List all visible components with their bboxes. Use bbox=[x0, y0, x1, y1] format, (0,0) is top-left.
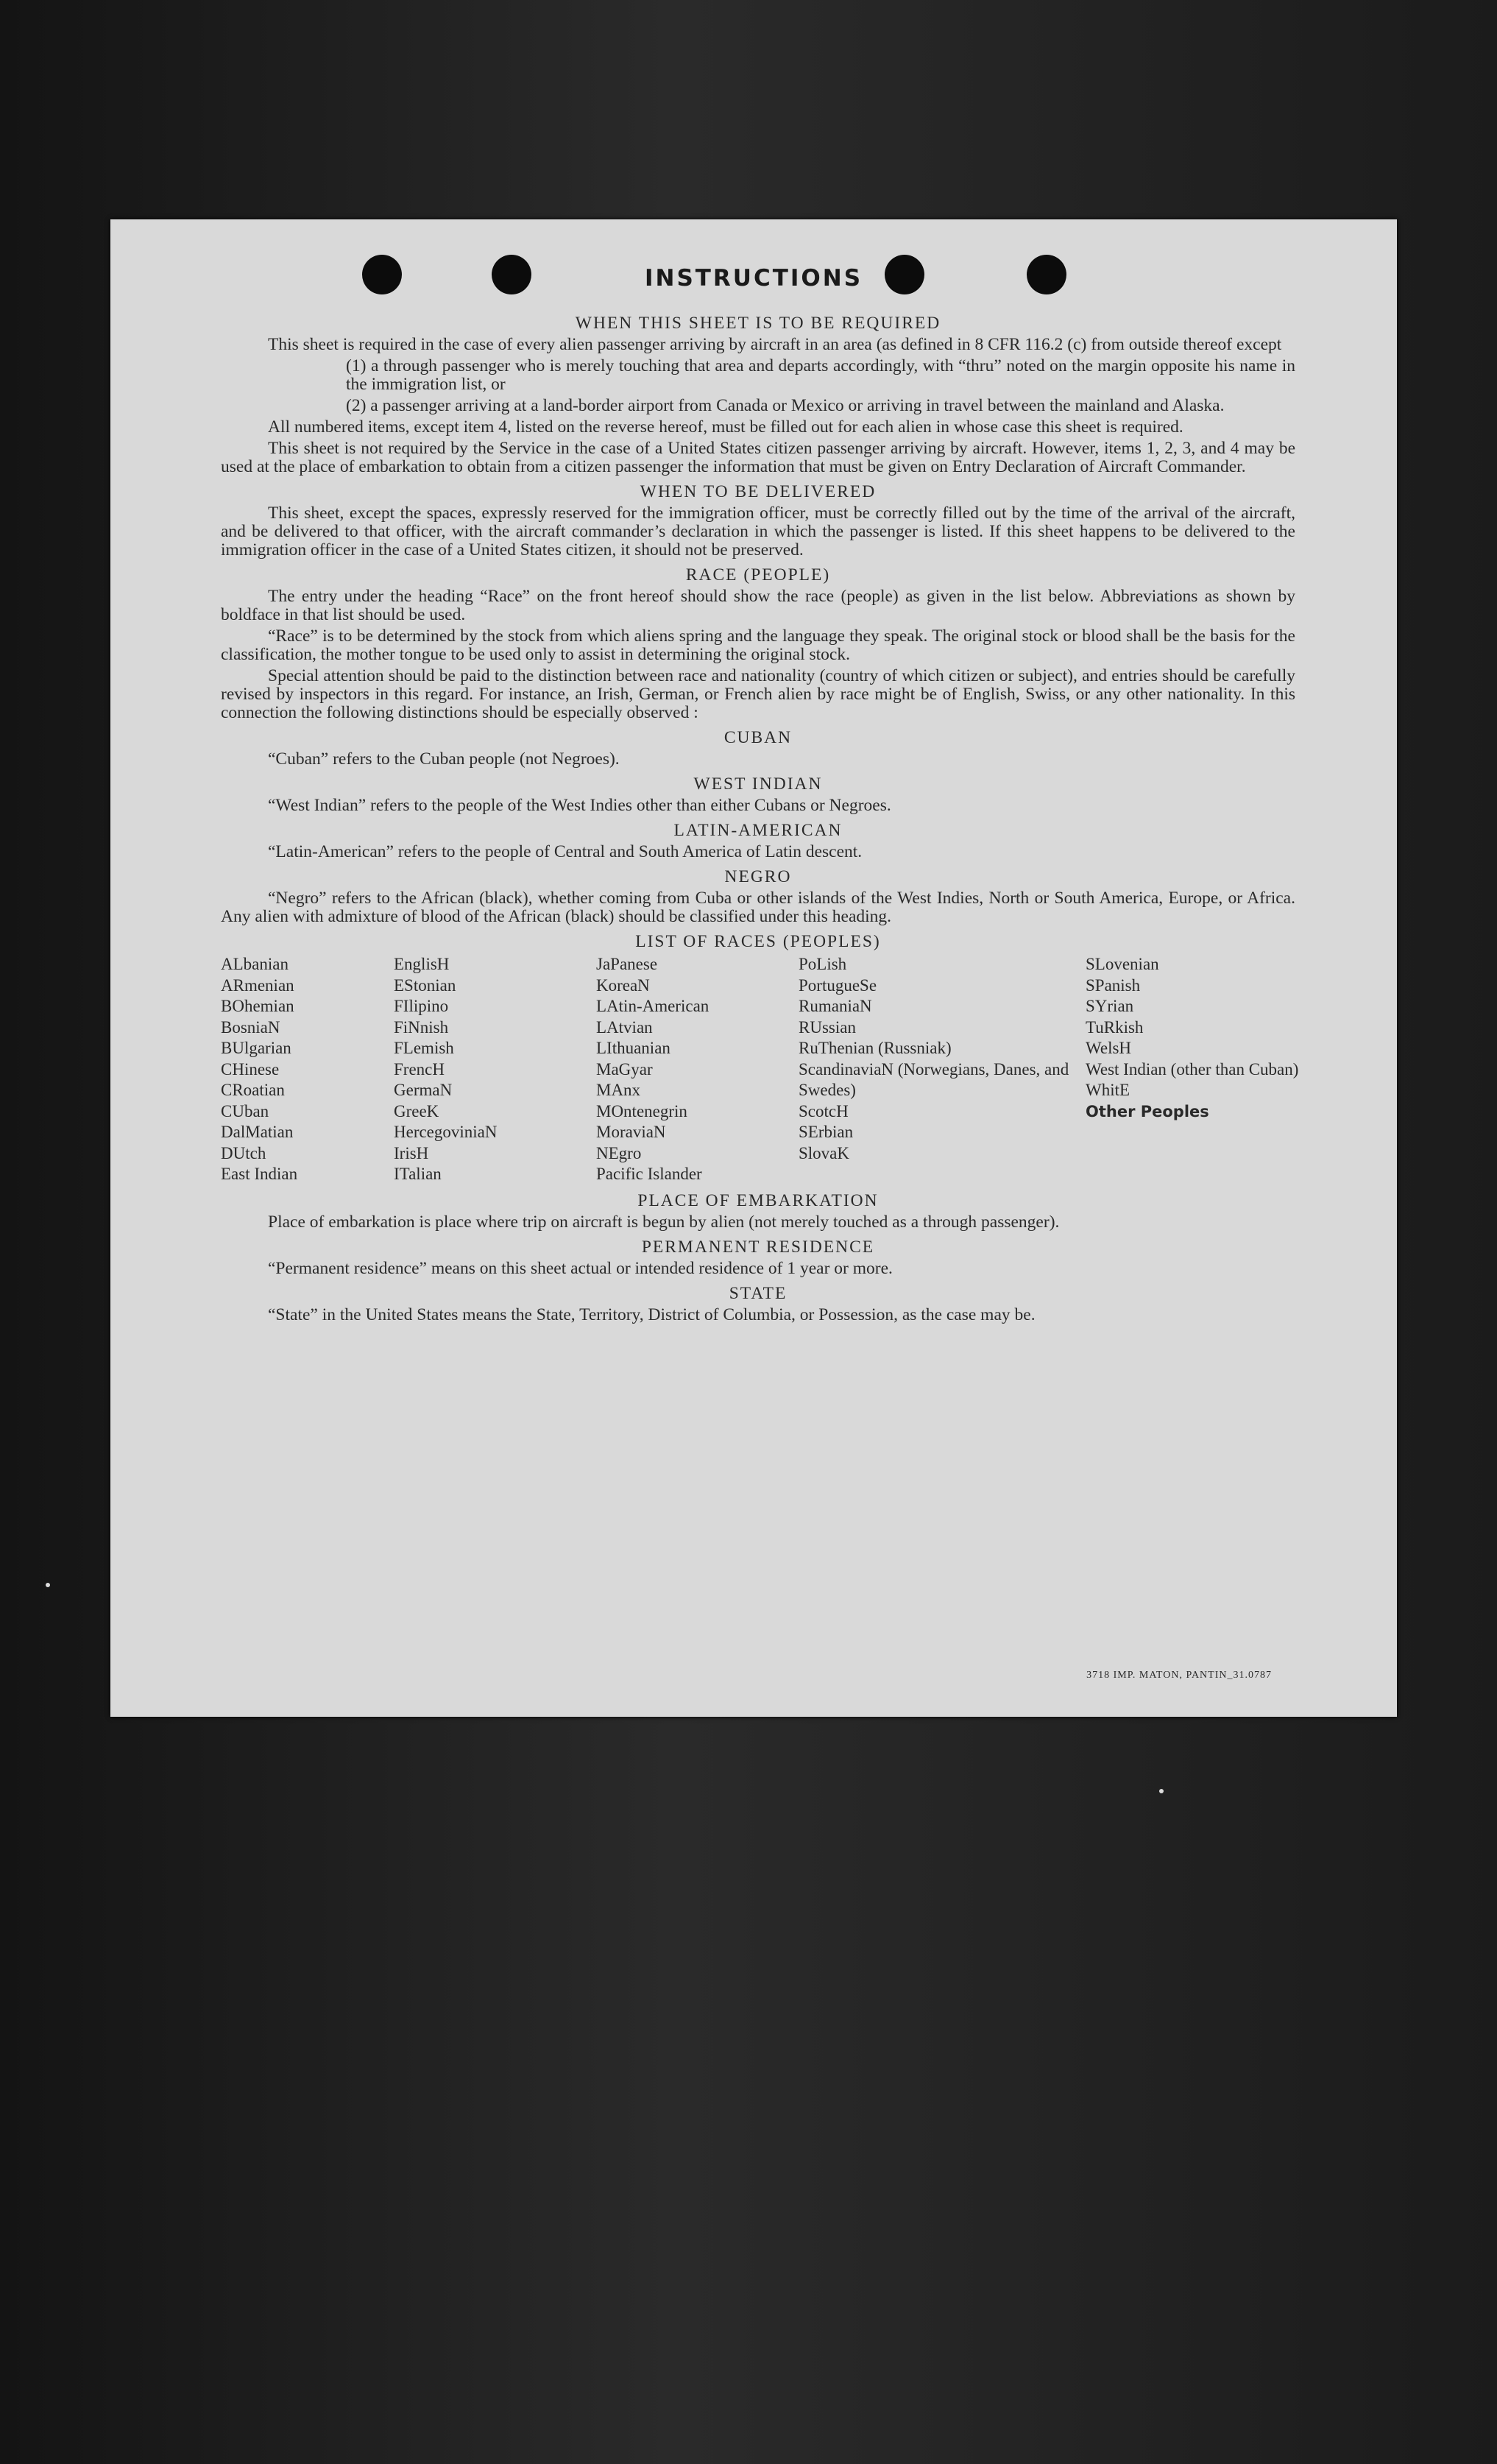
race-entry: TuRkish bbox=[1086, 1017, 1144, 1037]
race-entry: MaGyar bbox=[596, 1059, 653, 1079]
section-heading: STATE bbox=[729, 1283, 788, 1303]
race-entry: BosniaN bbox=[221, 1017, 280, 1037]
races-column bbox=[596, 954, 799, 1185]
section-heading: LATIN-AMERICAN bbox=[673, 821, 843, 840]
race-entry: PoLish bbox=[799, 955, 847, 973]
paragraph: Special attention should be paid to the distinction between race and nationality (country of which citizen or subject), and entries should be carefully revised by inspectors in this regard. For instance, an Irish, German, or French alien by race might be of English, Swiss, or any other nationality. In this connection the following distinctions should be especially observed : bbox=[221, 666, 1295, 722]
races-column bbox=[221, 954, 394, 1185]
paragraph: (2) a passenger arriving at a land-border airport from Canada or Mexico or arriving in travel between the mainland and Alaska. bbox=[346, 396, 1225, 415]
race-entry: East Indian bbox=[221, 1165, 298, 1183]
instruction-sheet bbox=[110, 219, 1397, 1717]
paragraph: “State” in the United States means the State, Territory, District of Columbia, or Possession, as the case may be. bbox=[268, 1305, 1036, 1324]
race-entry: BUlgarian bbox=[221, 1039, 291, 1057]
paragraph: “Race” is to be determined by the stock from which aliens spring and the language they speak. The original stock or blood shall be the basis for the classification, the mother tongue to be used only to assist in determining the original stock. bbox=[221, 626, 1295, 664]
instructions-body bbox=[221, 308, 1299, 1327]
race-entry: HercegoviniaN bbox=[394, 1123, 498, 1141]
paragraph: “Permanent residence” means on this sheet actual or intended residence of 1 year or more. bbox=[268, 1258, 893, 1278]
scan-speck bbox=[46, 1583, 50, 1587]
printer-mark: 3718 IMP. MATON, PANTIN_31.0787 bbox=[1086, 1670, 1272, 1681]
paragraph: This sheet is not required by the Service in the case of a United States citizen passenger arriving by aircraft. However, items 1, 2, 3, and 4 may be used at the place of embarkation to obtain from a citizen passenger the information that must be given on Entry Declaration of Aircraft Commander. bbox=[221, 439, 1295, 476]
section-heading: PLACE OF EMBARKATION bbox=[637, 1190, 879, 1210]
scan-speck bbox=[1159, 1789, 1164, 1793]
paragraph: This sheet, except the spaces, expressly reserved for the immigration officer, must be correctly filled out by the time of the arrival of the aircraft, and be delivered to that officer, with the aircraft commander’s declaration in which the passenger is listed. If this sheet happens to be delivered to the immigration officer in the case of a United States citizen, it should not be preserved. bbox=[221, 504, 1295, 559]
section-heading: LIST OF RACES (PEOPLES) bbox=[635, 932, 881, 951]
race-entry: MOntenegrin bbox=[596, 1101, 687, 1120]
race-entry: FrencH bbox=[394, 1059, 445, 1079]
race-entry: ALbanian bbox=[221, 955, 289, 973]
race-entry: ScandinaviaN (Norwegians, Danes, and Swedes) bbox=[799, 1059, 1069, 1099]
paragraph: Place of embarkation is place where trip on aircraft is begun by alien (not merely touched as a through passenger). bbox=[268, 1212, 1060, 1232]
page-title: INSTRUCTIONS bbox=[644, 265, 863, 292]
race-entry: CRoatian bbox=[221, 1081, 285, 1099]
race-entry: SLovenian bbox=[1086, 955, 1159, 973]
race-entry: FiNnish bbox=[394, 1017, 449, 1037]
race-entry: WhitE bbox=[1086, 1081, 1130, 1099]
race-entry: CHinese bbox=[221, 1059, 280, 1079]
race-entry: West Indian (other than Cuban) bbox=[1086, 1059, 1299, 1079]
section-heading: WHEN TO BE DELIVERED bbox=[640, 482, 877, 501]
paragraph: “Negro” refers to the African (black), whether coming from Cuba or other islands of the West Indies, North or South America, Europe, or Africa. Any alien with admixture of blood of the African (black) should be classified under this heading. bbox=[221, 889, 1295, 926]
paragraph: The entry under the heading “Race” on the front hereof should show the race (people) as given in the list below. Abbreviations as shown by boldface in that list should be used. bbox=[221, 587, 1295, 624]
race-entry: SYrian bbox=[1086, 997, 1134, 1015]
race-entry: IrisH bbox=[394, 1143, 429, 1162]
race-entry: SPanish bbox=[1086, 975, 1141, 995]
race-entry: NEgro bbox=[596, 1143, 642, 1162]
races-list bbox=[221, 954, 1299, 1185]
paragraph: (1) a through passenger who is merely touching that area and departs accordingly, with “thru” noted on the margin opposite his name in the immigration list, or bbox=[346, 356, 1295, 394]
races-column bbox=[394, 954, 596, 1185]
race-entry: EnglisH bbox=[394, 955, 450, 973]
race-entry: FIlipino bbox=[394, 997, 449, 1015]
section-heading: PERMANENT RESIDENCE bbox=[641, 1237, 875, 1257]
race-entry: EStonian bbox=[394, 975, 456, 995]
paragraph: “Latin-American” refers to the people of Central and South America of Latin descent. bbox=[268, 842, 863, 861]
race-entry: GermaN bbox=[394, 1081, 453, 1099]
race-entry: ITalian bbox=[394, 1165, 442, 1183]
race-entry: ScotcH bbox=[799, 1101, 849, 1120]
races-column bbox=[1086, 954, 1306, 1185]
race-entry: LAtin-American bbox=[596, 997, 709, 1015]
race-entry: CUban bbox=[221, 1101, 269, 1120]
race-entry: GreeK bbox=[394, 1101, 439, 1120]
race-entry: RUssian bbox=[799, 1017, 856, 1037]
race-entry: PortugueSe bbox=[799, 975, 877, 995]
section-heading: WHEN THIS SHEET IS TO BE REQUIRED bbox=[575, 314, 941, 333]
race-entry: RumaniaN bbox=[799, 997, 872, 1015]
race-entry: SErbian bbox=[799, 1123, 854, 1141]
paragraph: All numbered items, except item 4, listed on the reverse hereof, must be filled out for each alien in whose case this sheet is required. bbox=[268, 417, 1183, 437]
paragraph: “Cuban” refers to the Cuban people (not Negroes). bbox=[268, 749, 620, 769]
paragraph: “West Indian” refers to the people of the West Indies other than either Cubans or Negroes. bbox=[268, 796, 891, 815]
race-entry: DUtch bbox=[221, 1143, 266, 1162]
race-entry: DalMatian bbox=[221, 1123, 294, 1141]
paragraph: This sheet is required in the case of every alien passenger arriving by aircraft in an area (as defined in 8 CFR 116.2 (c) from outside thereof except bbox=[268, 335, 1282, 354]
race-entry: LIthuanian bbox=[596, 1039, 670, 1057]
race-entry: SlovaK bbox=[799, 1143, 849, 1162]
race-entry: KoreaN bbox=[596, 975, 650, 995]
section-heading: WEST INDIAN bbox=[693, 774, 823, 794]
section-heading: NEGRO bbox=[724, 867, 792, 886]
race-entry: WelsH bbox=[1086, 1039, 1132, 1057]
race-entry: BOhemian bbox=[221, 997, 294, 1015]
race-entry: Pacific Islander bbox=[596, 1165, 702, 1183]
race-entry: Other Peoples bbox=[1086, 1102, 1209, 1120]
race-entry: MoraviaN bbox=[596, 1123, 666, 1141]
race-entry: MAnx bbox=[596, 1081, 641, 1099]
race-entry: LAtvian bbox=[596, 1017, 653, 1037]
race-entry: RuThenian (Russniak) bbox=[799, 1039, 952, 1057]
race-entry: JaPanese bbox=[596, 955, 658, 973]
section-heading: RACE (PEOPLE) bbox=[685, 565, 831, 585]
race-entry: FLemish bbox=[394, 1039, 454, 1057]
races-column bbox=[799, 954, 1086, 1185]
race-entry: ARmenian bbox=[221, 975, 294, 995]
section-heading: CUBAN bbox=[723, 728, 793, 747]
